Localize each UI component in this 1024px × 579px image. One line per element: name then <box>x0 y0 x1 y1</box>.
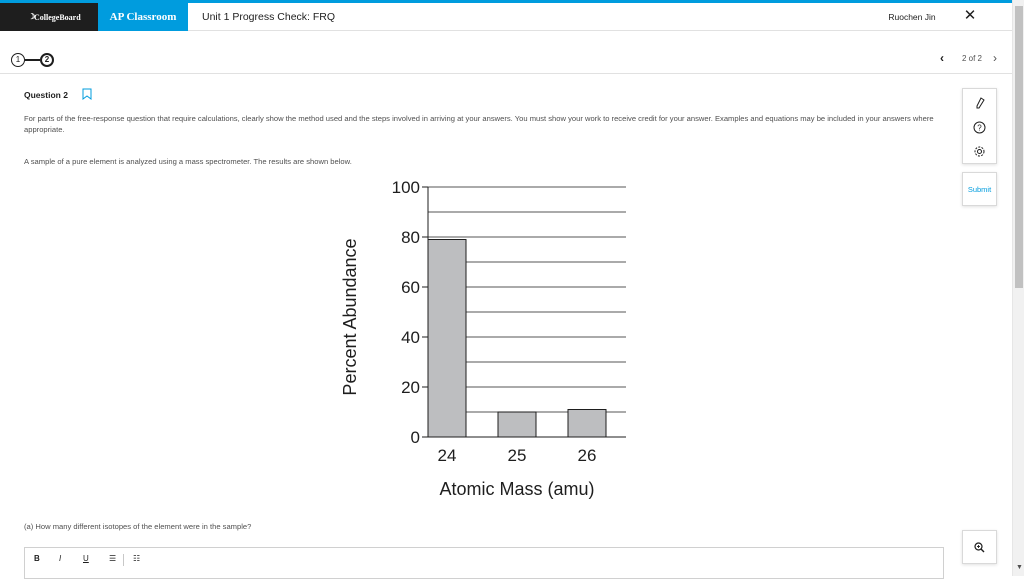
step-2-button[interactable]: 2 <box>40 53 54 67</box>
question-label: Question 2 <box>24 90 68 100</box>
bar-25 <box>498 412 536 437</box>
collegeboard-logo[interactable] <box>0 3 98 31</box>
gear-icon[interactable] <box>963 139 996 163</box>
y-tick-label-20: 20 <box>401 378 420 397</box>
page-title: Unit 1 Progress Check: FRQ <box>202 11 336 23</box>
x-tick-label-26: 26 <box>577 446 597 465</box>
bulleted-list-icon[interactable]: ☰ <box>109 554 117 563</box>
question-navbar <box>0 32 1012 74</box>
app-header <box>0 3 1012 31</box>
zoom-icon[interactable] <box>962 530 997 564</box>
bookmark-icon[interactable] <box>82 88 92 100</box>
step-connector <box>25 59 40 61</box>
bar-26 <box>568 410 606 438</box>
x-tick-label-24: 24 <box>437 446 457 465</box>
x-tick-label-25: 25 <box>507 446 527 465</box>
brand-name: CollegeBoard <box>34 12 81 22</box>
bold-button[interactable]: B <box>34 554 40 563</box>
ap-classroom-logo[interactable]: AP Classroom <box>98 3 188 31</box>
chart-bars <box>428 240 606 438</box>
part-a-question: (a) How many different isotopes of the element were in the sample? <box>24 522 252 531</box>
y-tick-label-0: 0 <box>410 428 420 447</box>
svg-text:?: ? <box>977 122 982 132</box>
question-prompt: A sample of a pure element is analyzed using a mass spectrometer. The results are shown below. <box>24 157 352 166</box>
tools-panel <box>962 88 997 164</box>
step-1-button[interactable]: 1 <box>11 53 25 67</box>
y-tick-label-60: 60 <box>401 278 420 297</box>
help-icon[interactable] <box>963 115 996 139</box>
scroll-down-icon[interactable]: ▼ <box>1016 564 1023 571</box>
toolbar-divider <box>123 554 124 566</box>
numbered-list-icon[interactable]: ☷ <box>133 554 141 563</box>
bar-24 <box>428 240 466 438</box>
user-name[interactable]: Ruochen Jin <box>888 12 936 22</box>
y-tick-label-100: 100 <box>391 178 420 197</box>
acorn-icon: ☽ <box>28 12 36 21</box>
chevron-left-icon[interactable]: ‹ <box>940 51 944 65</box>
pager-status: 2 of 2 <box>961 54 982 63</box>
page-scrollbar[interactable] <box>1012 0 1024 576</box>
scrollbar-thumb[interactable] <box>1015 6 1023 288</box>
y-tick-label-40: 40 <box>401 328 420 347</box>
underline-button[interactable]: U <box>83 554 89 563</box>
response-editor[interactable] <box>24 547 944 579</box>
y-tick-label-80: 80 <box>401 228 420 247</box>
submit-button[interactable]: Submit <box>962 172 997 206</box>
chart-labels <box>340 178 596 499</box>
question-instructions: For parts of the free-response question that require calculations, clearly show the method used and the steps involved in arriving at your answers. You must show your work to receive credit for your answer. Examples and equations may be included in your answers where appropriate. <box>24 114 934 134</box>
pencil-icon[interactable] <box>963 91 996 115</box>
x-axis-label: Atomic Mass (amu) <box>439 479 595 499</box>
chevron-right-icon[interactable]: › <box>993 51 997 65</box>
mass-spectrum-chart <box>330 172 640 504</box>
close-icon[interactable]: ✕ <box>963 7 977 24</box>
y-axis-label: Percent Abundance <box>340 238 360 396</box>
italic-button[interactable]: I <box>59 554 62 563</box>
